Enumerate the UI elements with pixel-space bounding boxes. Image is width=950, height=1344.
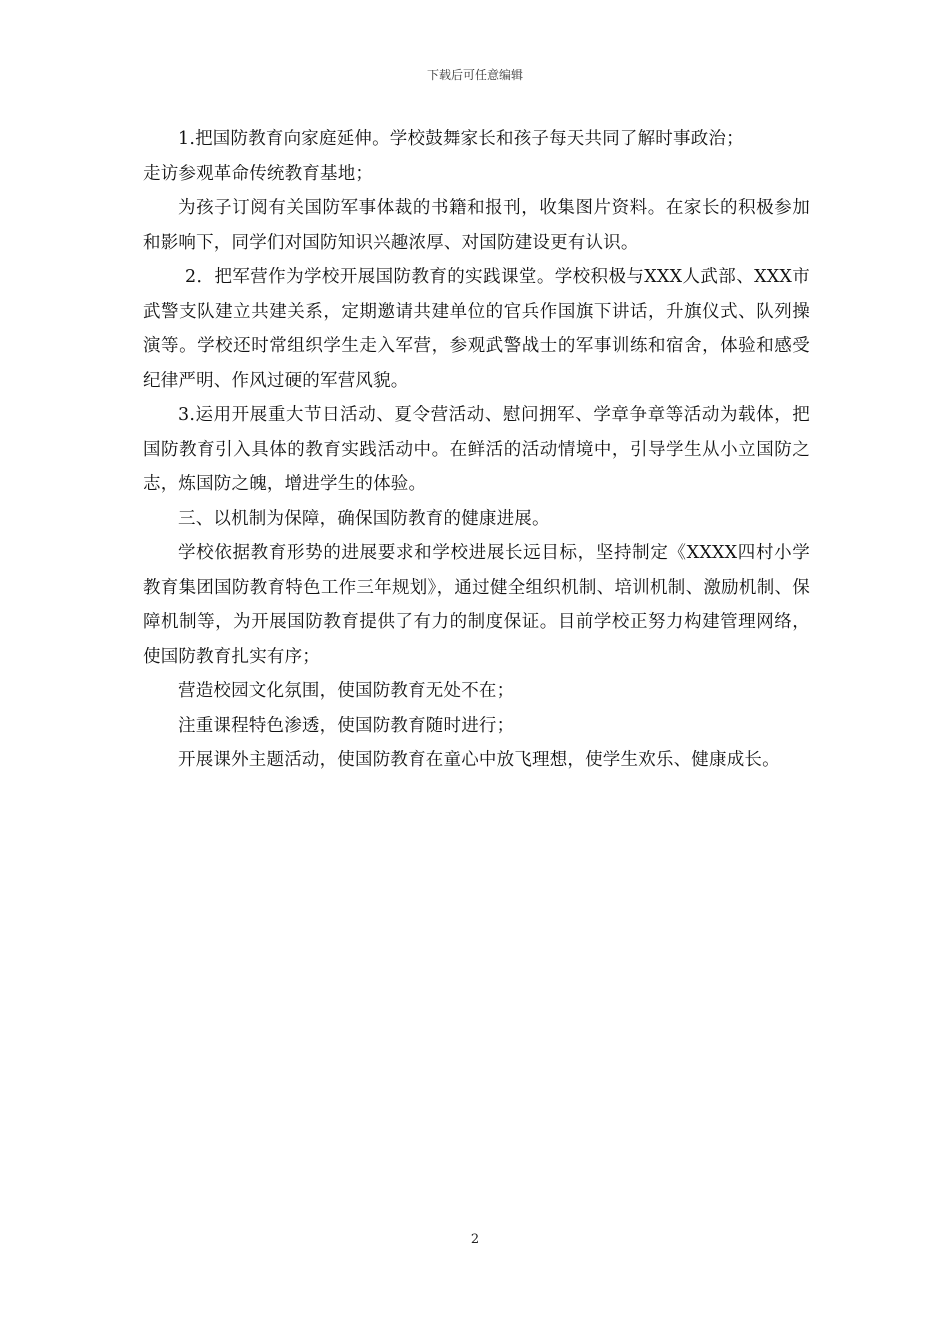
header-note: 下载后可任意编辑: [426, 68, 523, 82]
paragraph-5: 3.运用开展重大节日活动、夏令营活动、慰问拥军、学章争章等活动为载体，把国防教育引入具体的教育实践活动中。在鲜活的活动情境中，引导学生从小立国防之志，炼国防之魄，增进学生的体验。: [143, 405, 810, 494]
paragraph-2: 走访参观革命传统教育基地；: [143, 163, 374, 184]
page-number: 2: [470, 1232, 480, 1247]
section-heading: 三、以机制为保障，确保国防教育的健康进展。: [178, 508, 550, 529]
document-body: [143, 122, 810, 778]
paragraph-3: 为孩子订阅有关国防军事体裁的书籍和报刊，收集图片资料。在家长的积极参加和影响下，同学们对国防知识兴趣浓厚、对国防建设更有认识。: [143, 198, 810, 253]
paragraph-9: 开展课外主题活动，使国防教育在童心中放飞理想，使学生欢乐、健康成长。: [178, 750, 780, 770]
paragraph-4: 2．把军营作为学校开展国防教育的实践课堂。学校积极与XXX人武部、XXX市武警支队建立共建关系，定期邀请共建单位的官兵作国旗下讲话，升旗仪式、队列操演等。学校还时常组织学生走入军营，参观武警战士的军事训练和宿舍，体验和感受纪律严明、作风过硬的军营风貌。: [143, 267, 810, 391]
paragraph-7: 营造校园文化氛围，使国防教育无处不在；: [178, 681, 515, 701]
paragraph-6: 学校依据教育形势的进展要求和学校进展长远目标，坚持制定《XXXX四村小学教育集团国防教育特色工作三年规划》，通过健全组织机制、培训机制、激励机制、保障机制等，为开展国防教育提供了有力的制度保证。目前学校正努力构建管理网络，使国防教育扎实有序；: [143, 543, 810, 667]
paragraph-8: 注重课程特色渗透，使国防教育随时进行；: [178, 715, 515, 736]
paragraph-1: 1.把国防教育向家庭延伸。学校鼓舞家长和孩子每天共同了解时事政治；: [178, 129, 744, 149]
